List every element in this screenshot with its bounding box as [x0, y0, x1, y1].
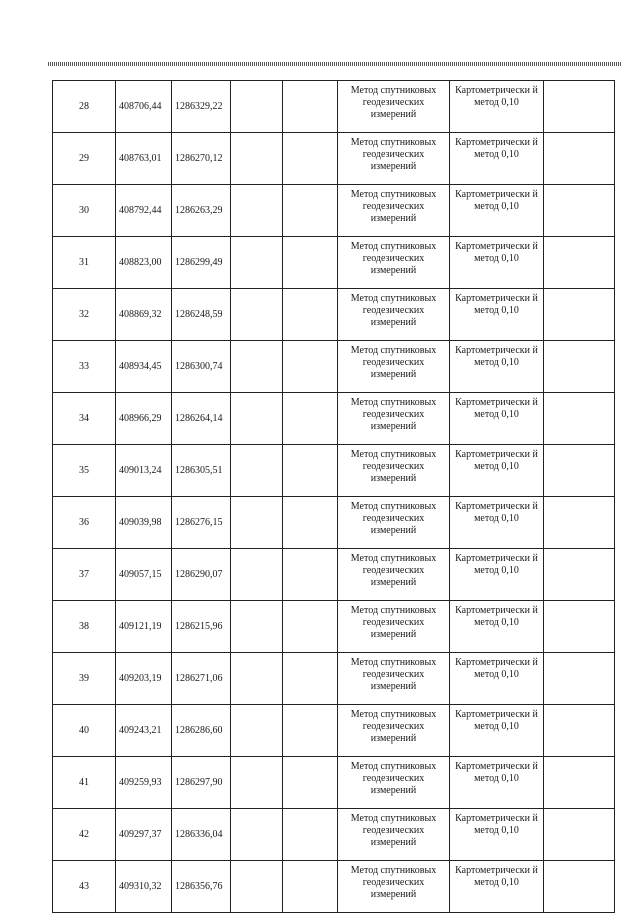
empty-cell [283, 185, 338, 237]
coord-x-cell: 408763,01 [116, 133, 172, 185]
point-number-cell: 42 [53, 809, 116, 861]
accuracy-cell: Картометрически й метод 0,10 [450, 757, 544, 809]
method-cell: Метод спутниковых геодезических измерений [338, 81, 450, 133]
empty-cell [283, 341, 338, 393]
coord-y-cell: 1286276,15 [172, 497, 231, 549]
empty-cell [231, 237, 283, 289]
empty-cell [283, 133, 338, 185]
empty-cell [231, 549, 283, 601]
coord-x-cell: 409310,32 [116, 861, 172, 913]
accuracy-cell: Картометрически й метод 0,10 [450, 809, 544, 861]
coord-y-cell: 1286329,22 [172, 81, 231, 133]
coord-x-cell: 408934,45 [116, 341, 172, 393]
coord-y-cell: 1286300,74 [172, 341, 231, 393]
method-cell: Метод спутниковых геодезических измерений [338, 185, 450, 237]
table-row [53, 185, 615, 237]
empty-cell [283, 237, 338, 289]
empty-cell [544, 445, 615, 497]
coord-y-cell: 1286356,76 [172, 861, 231, 913]
table-row [53, 445, 615, 497]
table-row [53, 549, 615, 601]
method-cell: Метод спутниковых геодезических измерений [338, 237, 450, 289]
header-rule [48, 62, 622, 66]
accuracy-cell: Картометрически й метод 0,10 [450, 601, 544, 653]
coord-y-cell: 1286286,60 [172, 705, 231, 757]
coord-x-cell: 409057,15 [116, 549, 172, 601]
empty-cell [544, 341, 615, 393]
empty-cell [231, 757, 283, 809]
accuracy-cell: Картометрически й метод 0,10 [450, 81, 544, 133]
table-row [53, 653, 615, 705]
empty-cell [231, 809, 283, 861]
empty-cell [544, 185, 615, 237]
table-body [53, 81, 615, 913]
point-number-cell: 37 [53, 549, 116, 601]
method-cell: Метод спутниковых геодезических измерений [338, 445, 450, 497]
method-cell: Метод спутниковых геодезических измерений [338, 341, 450, 393]
table-row [53, 705, 615, 757]
empty-cell [231, 185, 283, 237]
accuracy-cell: Картометрически й метод 0,10 [450, 549, 544, 601]
point-number-cell: 34 [53, 393, 116, 445]
coord-y-cell: 1286299,49 [172, 237, 231, 289]
coord-x-cell: 408706,44 [116, 81, 172, 133]
point-number-cell: 33 [53, 341, 116, 393]
method-cell: Метод спутниковых геодезических измерений [338, 497, 450, 549]
coord-x-cell: 409297,37 [116, 809, 172, 861]
table-row [53, 497, 615, 549]
empty-cell [231, 601, 283, 653]
empty-cell [544, 549, 615, 601]
empty-cell [544, 289, 615, 341]
empty-cell [231, 81, 283, 133]
method-cell: Метод спутниковых геодезических измерений [338, 289, 450, 341]
coord-y-cell: 1286336,04 [172, 809, 231, 861]
coord-y-cell: 1286248,59 [172, 289, 231, 341]
point-number-cell: 41 [53, 757, 116, 809]
method-cell: Метод спутниковых геодезических измерений [338, 393, 450, 445]
point-number-cell: 30 [53, 185, 116, 237]
coord-y-cell: 1286290,07 [172, 549, 231, 601]
empty-cell [231, 653, 283, 705]
accuracy-cell: Картометрически й метод 0,10 [450, 861, 544, 913]
method-cell: Метод спутниковых геодезических измерений [338, 809, 450, 861]
empty-cell [283, 549, 338, 601]
empty-cell [283, 393, 338, 445]
method-cell: Метод спутниковых геодезических измерений [338, 757, 450, 809]
coord-y-cell: 1286297,90 [172, 757, 231, 809]
coord-x-cell: 409259,93 [116, 757, 172, 809]
empty-cell [231, 705, 283, 757]
empty-cell [231, 341, 283, 393]
table-row [53, 341, 615, 393]
coord-x-cell: 409121,19 [116, 601, 172, 653]
accuracy-cell: Картометрически й метод 0,10 [450, 185, 544, 237]
empty-cell [283, 601, 338, 653]
method-cell: Метод спутниковых геодезических измерений [338, 549, 450, 601]
accuracy-cell: Картометрически й метод 0,10 [450, 497, 544, 549]
accuracy-cell: Картометрически й метод 0,10 [450, 289, 544, 341]
coord-y-cell: 1286264,14 [172, 393, 231, 445]
table-row [53, 81, 615, 133]
method-cell: Метод спутниковых геодезических измерений [338, 861, 450, 913]
empty-cell [283, 497, 338, 549]
point-number-cell: 28 [53, 81, 116, 133]
coord-y-cell: 1286271,06 [172, 653, 231, 705]
empty-cell [283, 445, 338, 497]
point-number-cell: 43 [53, 861, 116, 913]
table-row [53, 289, 615, 341]
empty-cell [283, 757, 338, 809]
method-cell: Метод спутниковых геодезических измерений [338, 705, 450, 757]
point-number-cell: 36 [53, 497, 116, 549]
empty-cell [231, 445, 283, 497]
point-number-cell: 29 [53, 133, 116, 185]
empty-cell [231, 133, 283, 185]
empty-cell [283, 705, 338, 757]
empty-cell [231, 289, 283, 341]
accuracy-cell: Картометрически й метод 0,10 [450, 653, 544, 705]
point-number-cell: 35 [53, 445, 116, 497]
coord-x-cell: 408792,44 [116, 185, 172, 237]
accuracy-cell: Картометрически й метод 0,10 [450, 237, 544, 289]
points-table [52, 80, 615, 913]
point-number-cell: 32 [53, 289, 116, 341]
coord-x-cell: 409243,21 [116, 705, 172, 757]
coord-x-cell: 409013,24 [116, 445, 172, 497]
empty-cell [544, 601, 615, 653]
point-number-cell: 39 [53, 653, 116, 705]
coord-x-cell: 409203,19 [116, 653, 172, 705]
table-row [53, 601, 615, 653]
empty-cell [544, 237, 615, 289]
table-row [53, 393, 615, 445]
accuracy-cell: Картометрически й метод 0,10 [450, 445, 544, 497]
empty-cell [544, 81, 615, 133]
method-cell: Метод спутниковых геодезических измерений [338, 601, 450, 653]
table-row [53, 133, 615, 185]
empty-cell [231, 393, 283, 445]
empty-cell [544, 393, 615, 445]
accuracy-cell: Картометрически й метод 0,10 [450, 393, 544, 445]
empty-cell [544, 809, 615, 861]
method-cell: Метод спутниковых геодезических измерений [338, 653, 450, 705]
empty-cell [283, 289, 338, 341]
point-number-cell: 40 [53, 705, 116, 757]
point-number-cell: 38 [53, 601, 116, 653]
coord-x-cell: 408823,00 [116, 237, 172, 289]
table-row [53, 757, 615, 809]
accuracy-cell: Картометрически й метод 0,10 [450, 705, 544, 757]
method-cell: Метод спутниковых геодезических измерений [338, 133, 450, 185]
empty-cell [544, 705, 615, 757]
point-number-cell: 31 [53, 237, 116, 289]
coord-x-cell: 409039,98 [116, 497, 172, 549]
empty-cell [283, 81, 338, 133]
empty-cell [544, 133, 615, 185]
empty-cell [544, 757, 615, 809]
coord-x-cell: 408869,32 [116, 289, 172, 341]
table-row [53, 809, 615, 861]
table-row [53, 237, 615, 289]
empty-cell [544, 497, 615, 549]
empty-cell [231, 497, 283, 549]
accuracy-cell: Картометрически й метод 0,10 [450, 341, 544, 393]
empty-cell [283, 653, 338, 705]
coord-y-cell: 1286305,51 [172, 445, 231, 497]
coord-x-cell: 408966,29 [116, 393, 172, 445]
empty-cell [544, 653, 615, 705]
coord-y-cell: 1286263,29 [172, 185, 231, 237]
empty-cell [283, 809, 338, 861]
coord-y-cell: 1286270,12 [172, 133, 231, 185]
accuracy-cell: Картометрически й метод 0,10 [450, 133, 544, 185]
coord-y-cell: 1286215,96 [172, 601, 231, 653]
